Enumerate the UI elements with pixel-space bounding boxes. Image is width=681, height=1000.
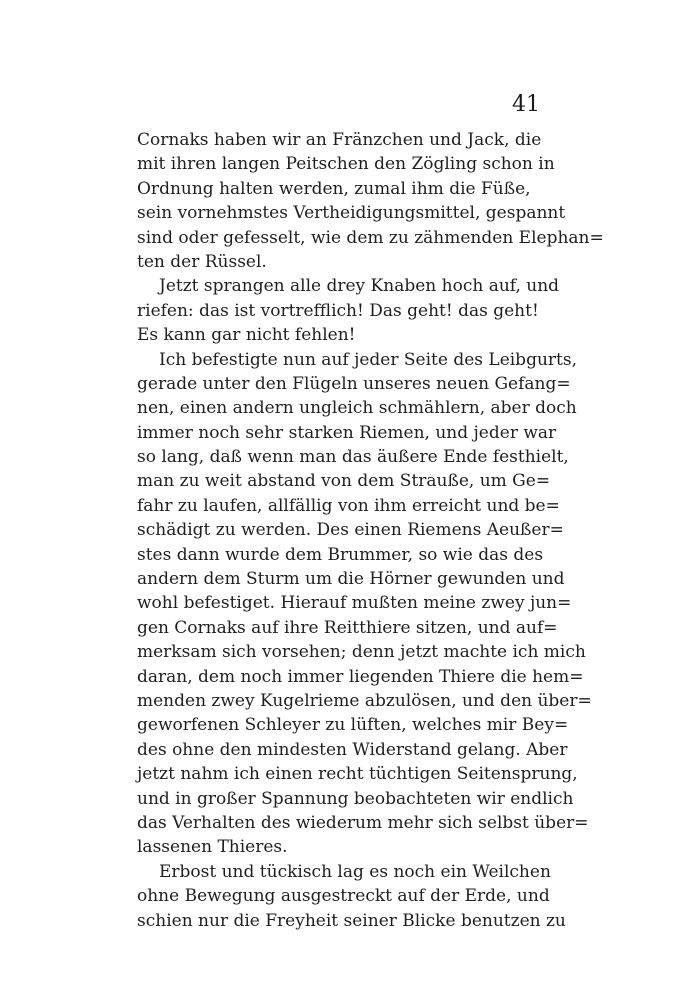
text-line: wohl befestiget. Hierauf mußten meine zwey jun= [137, 593, 572, 614]
text-line: jetzt nahm ich einen recht tüchtigen Seitensprung, [137, 764, 578, 785]
text-line: menden zwey Kugelrieme abzulösen, und den über= [137, 690, 592, 711]
text-line: nen, einen andern ungleich schmählern, aber doch [137, 398, 577, 419]
text-line: Erbost und tückisch lag es noch ein Weilchen [159, 861, 551, 882]
body-text [137, 128, 604, 933]
text-line: Ordnung halten werden, zumal ihm die Füße, [137, 178, 531, 199]
text-line: geworfenen Schleyer zu lüften, welches mir Bey= [137, 715, 569, 736]
text-line: fahr zu laufen, allfällig von ihm erreicht und be= [137, 495, 560, 516]
text-line: lassenen Thieres. [137, 837, 288, 858]
text-line: das Verhalten des wiederum mehr sich selbst über= [137, 812, 589, 833]
text-line: des ohne den mindesten Widerstand gelang. Aber [137, 739, 568, 760]
text-line: riefen: das ist vortrefflich! Das geht! das geht! [137, 300, 539, 321]
text-line: gen Cornaks auf ihre Reitthiere sitzen, und auf= [137, 617, 558, 638]
text-line: so lang, daß wenn man das äußere Ende festhielt, [137, 447, 569, 468]
text-line: mit ihren langen Peitschen den Zögling schon in [137, 154, 555, 175]
page-number: 41 [512, 92, 540, 117]
text-line: ten der Rüssel. [137, 251, 267, 272]
text-line: sein vornehmstes Vertheidigungsmittel, gespannt [137, 203, 566, 224]
text-line: ohne Bewegung ausgestreckt auf der Erde, und [137, 886, 550, 907]
text-line: gerade unter den Flügeln unseres neuen Gefang= [137, 373, 571, 394]
text-line: schädigt zu werden. Des einen Riemens Aeußer= [137, 520, 564, 541]
text-line: immer noch sehr starken Riemen, und jeder war [137, 422, 557, 443]
text-line: daran, dem noch immer liegenden Thiere die hem= [137, 666, 584, 687]
text-line: Cornaks haben wir an Fränzchen und Jack, die [137, 130, 542, 150]
text-line: stes dann wurde dem Brummer, so wie das des [137, 544, 544, 565]
text-line: Ich befestigte nun auf jeder Seite des Leibgurts, [159, 349, 577, 370]
text-line: und in großer Spannung beobachteten wir endlich [137, 788, 574, 809]
text-line: schien nur die Freyheit seiner Blicke benutzen zu [137, 910, 566, 931]
text-line: sind oder gefesselt, wie dem zu zähmenden Elephan= [137, 227, 604, 248]
text-line: Es kann gar nicht fehlen! [137, 325, 356, 346]
text-line: merksam sich vorsehen; denn jetzt machte ich mich [137, 642, 586, 663]
text-line: andern dem Sturm um die Hörner gewunden und [137, 569, 565, 590]
text-line: Jetzt sprangen alle drey Knaben hoch auf, und [159, 276, 560, 297]
text-line: man zu weit abstand von dem Strauße, um Ge= [137, 471, 551, 492]
